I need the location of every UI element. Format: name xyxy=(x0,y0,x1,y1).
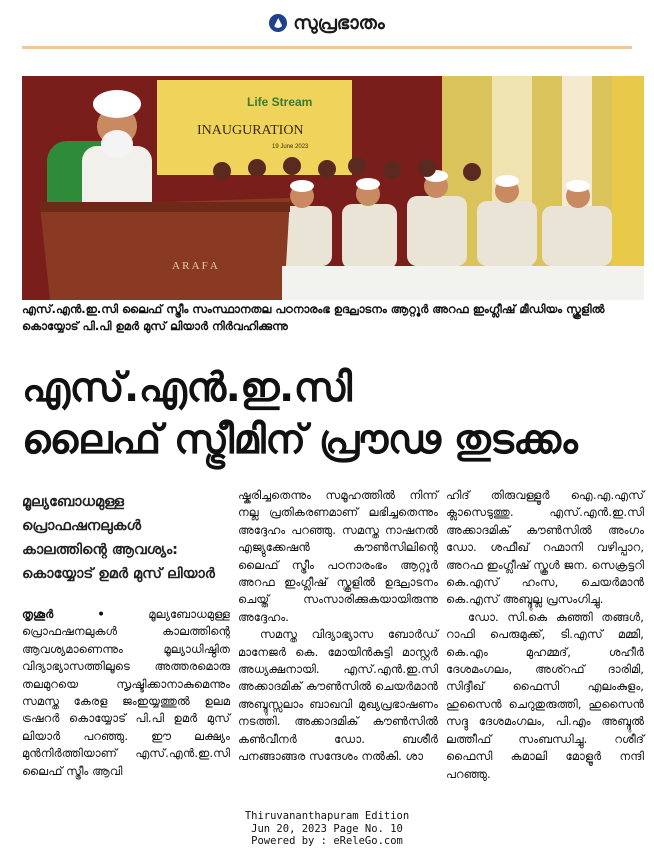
headline-line-2: ലൈഫ് സ്ട്രീമിന് പ്രൗഢ തുടക്കം xyxy=(22,417,578,463)
edition-footer xyxy=(0,810,654,848)
article-paragraph: ഹിദ് തിരുവള്ളൂർ ഐ.എ.എസ് ക്ലാസെടുത്തു. എസ്.എൻ.ഇ.സി അക്കാദമിക് കൗൺസിൽ അംഗം ഡോ. ശഫീഖ് റഹ്മാനി വഴിപ്പാറ, അറഫ ഇംഗ്ലീഷ് സ്കൂൾ ജന. സെക്രട്ടറി കെ.എസ് ഹംസ, ചെയർമാൻ കെ.എസ് അബ്ദുല്ല പ്രസംഗിച്ചു. xyxy=(446,488,644,607)
newspaper-name: സുപ്രഭാതം xyxy=(293,12,385,34)
header-divider xyxy=(22,46,632,49)
dateline: തൃശൂർ • xyxy=(22,607,105,621)
edition-date-page: Jun 20, 2023 Page No. 10 xyxy=(251,822,403,835)
article-column-1 xyxy=(22,606,230,780)
headline-line-1: എസ്.എൻ.ഇ.സി xyxy=(22,365,352,411)
photo-caption: എസ്.എൻ.ഇ.സി ലൈഫ് സ്ട്രീം സംസ്ഥാനതല പഠനാരംഭ ഉദ്ഘാടനം ആറ്റൂർ അറഫ ഇംഗ്ലീഷ് മീഡിയം സ്കൂളിൽ കൊയ്യോട് പി.പി ഉമർ മുസ് ലിയാർ നിർവഹിക്കുന്നു xyxy=(22,302,605,333)
banner-date: 19 June 2023 xyxy=(272,144,309,150)
news-photo xyxy=(22,76,644,300)
article-column-3 xyxy=(446,487,644,783)
article-paragraph: ഷ്കരിച്ചതെന്നും സമൂഹത്തിൽ നിന്ന് നല്ല പ്രതികരണമാണ് ലഭിച്ചതെന്നും അദ്ദേഹം പറഞ്ഞു. സമസ്ത നാഷനൽ എജ്യുക്കേഷൻ കൗൺസിലിന്റെ ലൈഫ് സ്ട്രീം പഠനാരംഭം ആറ്റൂർ അറഫ ഇംഗ്ലീഷ് സ്കൂളിൽ ഉദ്ഘാടനം ചെയ്ത് സംസാരിക്കുകയായിരുന്നു അദ്ദേഹം. xyxy=(238,488,438,624)
article-text: മൂല്യബോധമുള്ള പ്രൊഫഷനലുകൾ കാലത്തിന്റെ ആവശ്യമാണെന്നും മൂല്യാധിഷ്ഠിത വിദ്യാഭ്യാസത്തിലൂടെ അത്തരമൊരു തലമുറയെ സൃഷ്ടിക്കാനാകുമെന്നും സമസ്ത കേരള ജംഇയ്യത്തുൽ ഉലമ ട്രഷറർ കൊയ്യോട് പി.പി ഉമർ മുസ് ലിയാർ പറഞ്ഞു. ഈ ലക്ഷ്യം മുൻനിർത്തിയാണ് എസ്.എൻ.ഇ.സി ലൈഫ് സ്ട്രീം ആവി xyxy=(22,607,230,778)
banner-heading: INAUGURATION xyxy=(197,123,304,138)
powered-by-link[interactable]: Powered by : eReleGo.com xyxy=(251,835,403,847)
edition-name: Thiruvananthapuram Edition xyxy=(244,810,410,822)
newspaper-logo-icon xyxy=(269,14,287,32)
subheadline: മൂല്യബോധമുള്ള പ്രൊഫഷനലുകൾ കാലത്തിന്റെ ആവശ്യം: കൊയ്യോട് ഉമർ മുസ് ലിയാർ xyxy=(22,494,215,582)
article-column-2 xyxy=(238,487,438,766)
article-paragraph: ഡോ. സി.കെ കുഞ്ഞി തങ്ങൾ, റാഫി പെരുമുക്ക്, ടി.എസ് മമ്മി, കെ.എം മുഹമ്മദ്, ശഹീർ ദേശമംഗലം, അശ്റഫ് ദാരിമി, സിദ്ദീഖ് ഫൈസി എലംകുളം, ഹുസൈൻ ചെറുതുരുത്തി, ഹുസൈൻ സദ്ദു ദേശമംഗലം, പി.എം അബ്ദുൽ ലത്തീഫ് സംബന്ധിച്ചു. റശീദ് ഫൈസി കമാലി മോളൂർ നന്ദി പറഞ്ഞു. xyxy=(446,609,644,781)
masthead xyxy=(0,8,654,38)
headline xyxy=(22,362,642,466)
article-paragraph: സമസ്ത വിദ്യാഭ്യാസ ബോർഡ് മാനേജർ കെ. മോയിൻകുട്ടി മാസ്റ്റർ അധ്യക്ഷനായി. എസ്.എൻ.ഇ.സി അക്കാദമിക് കൗൺസിൽ ചെയർമാൻ അബ്ദുസ്സലാം ബാഖവി മുഖ്യപ്രഭാഷണം നടത്തി. അക്കാദമിക് കൗൺസിൽ കൺവീനർ ഡോ. ബശീർ പനങ്ങാങ്ങര സന്ദേശം നൽകി. ശാ xyxy=(238,627,438,764)
podium-label: A R A F A xyxy=(172,260,218,272)
banner-title: Life Stream xyxy=(247,95,313,109)
